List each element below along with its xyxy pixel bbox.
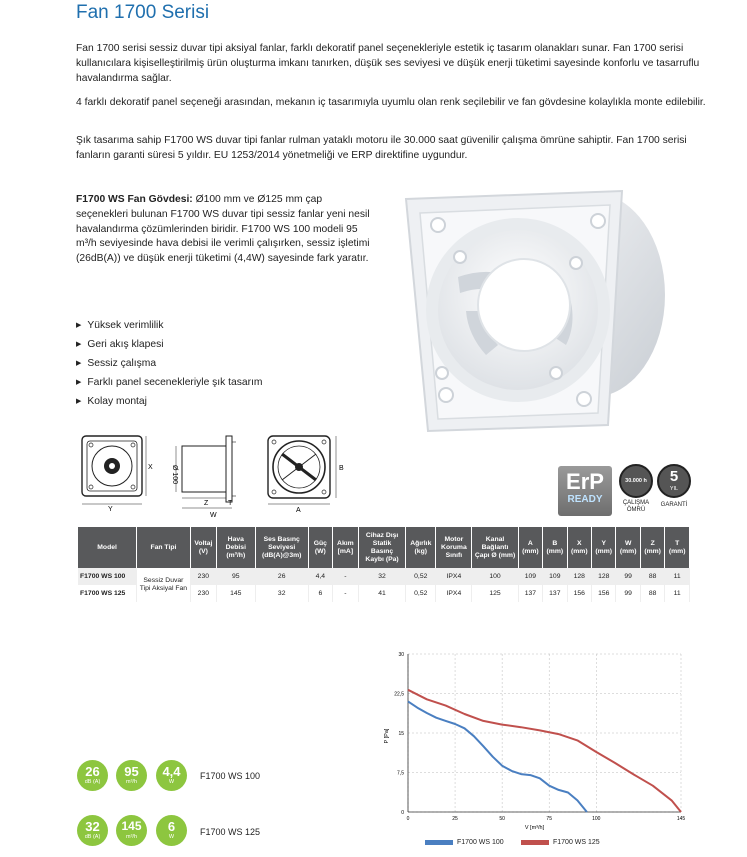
col-header: Ağırlık (kg) bbox=[406, 527, 436, 568]
noise-circle bbox=[77, 815, 108, 846]
airflow-circle bbox=[116, 815, 147, 846]
cell: 109 bbox=[518, 568, 542, 585]
feature-item: ▶ Yüksek verimlilik bbox=[76, 316, 263, 335]
col-header: A (mm) bbox=[518, 527, 542, 568]
col-header: T (mm) bbox=[665, 527, 690, 568]
fan-body-heading: F1700 WS Fan Gövdesi: bbox=[76, 194, 193, 205]
legend-swatch bbox=[425, 840, 453, 845]
circle-model-label: F1700 WS 100 bbox=[200, 771, 261, 781]
power-circle bbox=[156, 760, 187, 791]
cell: 137 bbox=[543, 585, 567, 602]
y-tick-label: 22,5 bbox=[394, 691, 404, 698]
dim-z-label: Z bbox=[204, 500, 209, 507]
cell: 128 bbox=[567, 568, 591, 585]
dim-x-label: X bbox=[148, 464, 153, 471]
cell: 0,52 bbox=[406, 568, 436, 585]
cell: 137 bbox=[518, 585, 542, 602]
cell: 100 bbox=[472, 568, 518, 585]
cell: IPX4 bbox=[436, 568, 472, 585]
x-tick-label: 145 bbox=[676, 816, 686, 822]
col-header: Motor Koruma Sınıfı bbox=[436, 527, 472, 568]
circle-unit: dB (A) bbox=[84, 834, 101, 840]
erp-label: ErP bbox=[566, 469, 604, 494]
power-circle bbox=[156, 815, 187, 846]
circle-model-label: F1700 WS 125 bbox=[200, 827, 261, 837]
cell: 128 bbox=[592, 568, 616, 585]
chart-grid bbox=[408, 654, 681, 812]
dim-b-label: B bbox=[339, 465, 344, 472]
cell: - bbox=[332, 568, 358, 585]
motor-paragraph: Şık tasarıma sahip F1700 WS duvar tipi fanlar rulman yataklı motoru ile 30.000 saat güvenilir çalışma ömrüne sahiptir. Fan 1700 serisi fanların garanti süresi 5 yıldır. EU 1253/2014 yönetmeliği ve ERP direktifine uygundur. bbox=[76, 135, 687, 161]
fan-body-description bbox=[76, 193, 376, 267]
cell: 88 bbox=[640, 568, 664, 585]
circle-value: 145 bbox=[121, 819, 142, 833]
noise-circle bbox=[77, 760, 108, 791]
table-row bbox=[78, 568, 690, 585]
circle-unit: m³/h bbox=[126, 779, 137, 785]
warranty-number: 5 bbox=[669, 468, 679, 485]
col-header: Z (mm) bbox=[640, 527, 664, 568]
life-caption: ÇALIŞMA ÖMRÜ bbox=[622, 500, 650, 513]
x-axis-label: V [m³/h] bbox=[524, 825, 545, 831]
series-line-ws125 bbox=[408, 690, 681, 812]
feature-item: ▶ Farklı panel secenekleriyle şık tasarım bbox=[76, 373, 263, 392]
warranty-unit: YIL bbox=[669, 486, 679, 492]
series-line-ws100 bbox=[408, 701, 587, 812]
fan-type-cell: Sessiz Duvar Tipi Aksiyal Fan bbox=[137, 568, 191, 602]
feature-list bbox=[76, 316, 263, 411]
col-header: Akım [mA] bbox=[332, 527, 358, 568]
intro-paragraph: Fan 1700 serisi sessiz duvar tipi aksiyal fanlar, farklı dekoratif panel seçenekleriyle estetik iç tasarım olanakları sunar. Fan 1700 serisi kullanıcılara kişiselleştirilmiş ürün oluşturma imkanı tanırken, düşük ses seviyesi ve düşük enerji tüketimi sayesinde konforlu ve tasarruflu havalandırma sağlar. bbox=[76, 43, 700, 84]
page-title: Fan 1700 Serisi bbox=[76, 2, 210, 23]
circle-value: 4,4 bbox=[162, 764, 181, 779]
cell: 4,4 bbox=[308, 568, 332, 585]
fan-product-photo bbox=[398, 185, 698, 445]
fan-body-text: Ø100 mm ve Ø125 mm çap seçenekleri bulunan F1700 WS duvar tipi sessiz fanlar yeni nesil havalandırma çözümlerinden biridir. F1700 WS 100 modeli 95 m³/h seviyesinde hava debisi ile verimli çalışırken, sessiz işletimi (26dB(A)) ve düşük enerji tüketimi (4,4W) sayesinde fark yaratır. bbox=[76, 194, 370, 265]
life-hours: 30.000 h bbox=[625, 478, 647, 484]
dim-w-label: W bbox=[210, 512, 217, 519]
legend-swatch bbox=[521, 840, 549, 845]
col-header: Güç (W) bbox=[308, 527, 332, 568]
front-view-drawing bbox=[78, 432, 158, 512]
dim-diameter-label: Ø 100 bbox=[171, 465, 178, 485]
cell: 99 bbox=[616, 568, 640, 585]
cell: 26 bbox=[255, 568, 308, 585]
cell: 156 bbox=[567, 585, 591, 602]
y-tick-label: 7,5 bbox=[397, 770, 404, 777]
cell: - bbox=[332, 585, 358, 602]
col-header: X (mm) bbox=[567, 527, 591, 568]
cell: 156 bbox=[592, 585, 616, 602]
x-tick-label: 100 bbox=[592, 816, 601, 822]
cell: 95 bbox=[217, 568, 256, 585]
cell: F1700 WS 100 bbox=[78, 568, 137, 585]
rear-view-drawing bbox=[262, 432, 348, 516]
cell: 145 bbox=[217, 585, 256, 602]
circle-unit: W bbox=[168, 834, 175, 840]
erp-ready-badge bbox=[558, 466, 612, 516]
cell: IPX4 bbox=[436, 585, 472, 602]
col-header: W (mm) bbox=[616, 527, 640, 568]
dim-t-label: T bbox=[228, 500, 233, 507]
x-tick-label: 50 bbox=[499, 816, 505, 822]
circle-unit: m³/h bbox=[126, 834, 137, 840]
legend-item bbox=[521, 839, 600, 846]
dim-a-label: A bbox=[296, 507, 301, 514]
feature-item: ▶ Geri akış klapesi bbox=[76, 335, 263, 354]
col-header: Y (mm) bbox=[592, 527, 616, 568]
cell: 6 bbox=[308, 585, 332, 602]
side-view-drawing bbox=[172, 432, 252, 522]
cell: 99 bbox=[616, 585, 640, 602]
cell: 230 bbox=[190, 568, 216, 585]
cell: 11 bbox=[665, 568, 690, 585]
col-header: Cihaz Dışı Statik Basınç Kaybı (Pa) bbox=[358, 527, 405, 568]
col-header: Hava Debisi (m³/h) bbox=[217, 527, 256, 568]
y-tick-label: 15 bbox=[398, 731, 404, 737]
legend-label: F1700 WS 100 bbox=[457, 839, 504, 846]
col-header: Voltaj (V) bbox=[190, 527, 216, 568]
cell: 230 bbox=[190, 585, 216, 602]
panel-paragraph: 4 farklı dekoratif panel seçeneği arasından, mekanın iç tasarımıyla uyumlu olan renk seçilebilir ve fan gövdesine kolaylıkla monte edilebilir. bbox=[76, 97, 706, 108]
airflow-circle bbox=[116, 760, 147, 791]
dim-y-label: Y bbox=[108, 506, 113, 513]
y-tick-label: 30 bbox=[398, 652, 404, 658]
cell: 11 bbox=[665, 585, 690, 602]
chart-series bbox=[408, 690, 681, 812]
life-badge bbox=[616, 464, 656, 514]
warranty-caption: GARANTİ bbox=[660, 502, 688, 508]
cell: 32 bbox=[358, 568, 405, 585]
x-tick-label: 0 bbox=[406, 816, 410, 822]
spec-table bbox=[78, 527, 690, 602]
legend-label: F1700 WS 125 bbox=[553, 839, 600, 846]
y-axis-label: P [Pa] bbox=[384, 728, 390, 744]
cell: 125 bbox=[472, 585, 518, 602]
circle-unit: W bbox=[168, 779, 175, 785]
cell: 32 bbox=[255, 585, 308, 602]
col-header: Kanal Bağlantı Çapı Ø (mm) bbox=[472, 527, 518, 568]
feature-item: ▶ Kolay montaj bbox=[76, 392, 263, 411]
circle-value: 26 bbox=[85, 764, 100, 779]
cell: 41 bbox=[358, 585, 405, 602]
x-tick-label: 75 bbox=[546, 816, 552, 822]
table-header-row bbox=[78, 527, 690, 568]
circle-value: 6 bbox=[167, 819, 176, 834]
warranty-badge bbox=[655, 464, 693, 509]
cell: 0,52 bbox=[406, 585, 436, 602]
performance-chart bbox=[378, 648, 698, 848]
circle-value: 32 bbox=[85, 819, 100, 834]
feature-item: ▶ Sessiz çalışma bbox=[76, 354, 263, 373]
col-header: Fan Tipi bbox=[137, 527, 191, 568]
col-header: Ses Basınç Seviyesi (dB(A)@3m) bbox=[255, 527, 308, 568]
cell: 109 bbox=[543, 568, 567, 585]
legend-item bbox=[425, 839, 504, 846]
erp-ready-label: READY bbox=[567, 494, 603, 505]
circle-value: 95 bbox=[124, 764, 139, 779]
cell: F1700 WS 125 bbox=[78, 585, 137, 602]
col-header: Model bbox=[78, 527, 137, 568]
cell: 88 bbox=[640, 585, 664, 602]
y-tick-label: 0 bbox=[401, 810, 404, 816]
x-tick-label: 25 bbox=[452, 816, 458, 822]
chart-ticks bbox=[394, 652, 685, 822]
circle-unit: dB (A) bbox=[84, 779, 101, 785]
col-header: B (mm) bbox=[543, 527, 567, 568]
